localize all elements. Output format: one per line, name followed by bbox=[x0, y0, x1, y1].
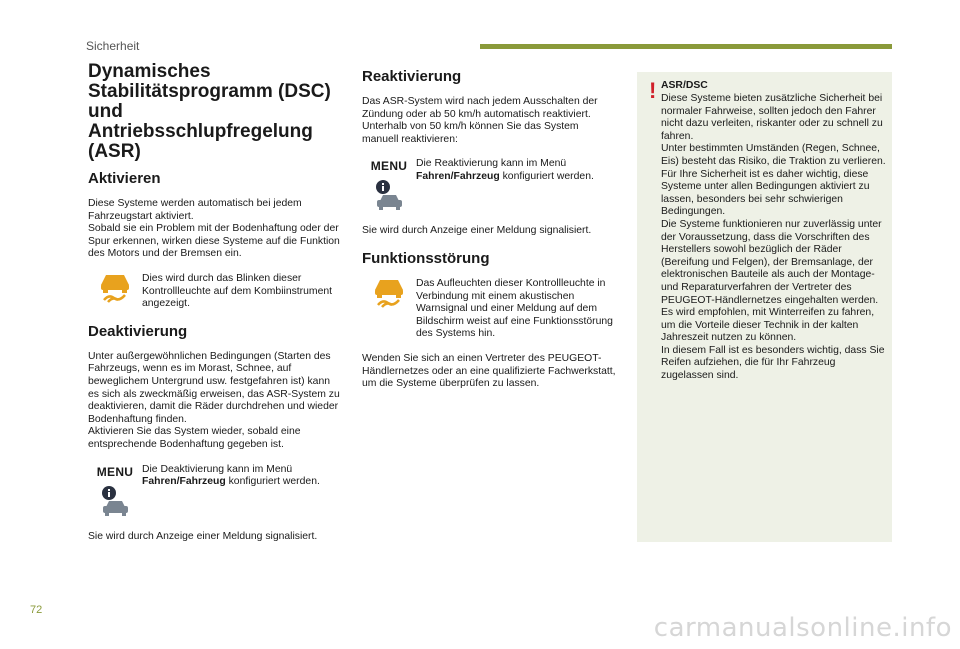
heading-fault: Funktionsstörung bbox=[362, 249, 490, 267]
deactivate-message-text: Sie wird durch Anzeige einer Meldung signalisiert. bbox=[88, 530, 318, 542]
warning-exclamation-icon: ! bbox=[649, 78, 657, 103]
info-car-icon bbox=[374, 179, 404, 213]
column-middle bbox=[362, 68, 617, 403]
deactivate-text: Unter außergewöhnlichen Bedingungen (Starten des Fahrzeugs, wenn es im Morast, Schnee, auf beweglichem Untergrund usw. festgefahren ist) kann es sich als zweckmäßig erweisen, das ASR-System zu deaktivieren, damit die Räder durchdrehen und wieder Bodenhaftung finden. Aktivieren Sie das System wieder, sobald eine entsprechende Bodenhaftung gegeben ist. bbox=[88, 350, 340, 450]
header-rule bbox=[480, 44, 892, 49]
activate-text: Diese Systeme werden automatisch bei jedem Fahrzeugstart aktiviert. Sobald sie ein Problem mit der Bodenhaftung oder der Spur erkennen, wirken diese Systeme auf die Funktion des Motors und der Bremsen ein. bbox=[88, 198, 340, 260]
fault-info-row bbox=[362, 278, 617, 341]
skid-warning-lamp-icon bbox=[372, 278, 406, 308]
page-number: 72 bbox=[30, 604, 43, 616]
fault-icon-text: Das Aufleuchten dieser Kontrollleuchte in Verbindung mit einem akustischen Warnsignal und einer Meldung auf dem Bildschirm weist auf eine Funktionsstörung des Systems hin. bbox=[416, 277, 613, 340]
warning-box bbox=[637, 72, 892, 542]
menu-label: MENU bbox=[370, 159, 408, 174]
reactivate-text: Das ASR-System wird nach jedem Ausschalten der Zündung oder ab 50 km/h automatisch reaktiviert. Unterhalb von 50 km/h können Sie das System manuell reaktivieren: bbox=[362, 96, 598, 145]
fault-text: Wenden Sie sich an einen Vertreter des PEUGEOT-Händlernetzes oder an eine qualifizierte Fachwerkstatt, um die Systeme überprüfen zu lassen. bbox=[362, 352, 616, 390]
menu-label: MENU bbox=[96, 464, 134, 479]
watermark: carmanualsonline.info bbox=[653, 613, 952, 643]
info-car-icon bbox=[100, 485, 130, 519]
menu-path: Fahren/Fahrzeug bbox=[416, 170, 500, 182]
blink-text: Dies wird durch das Blinken dieser Kontrollleuchte auf dem Kombiinstrument angezeigt. bbox=[142, 272, 333, 310]
blink-info-row bbox=[88, 273, 343, 311]
deactivate-menu-row bbox=[88, 464, 343, 519]
skid-warning-lamp-icon bbox=[98, 273, 132, 303]
menu-path: Fahren/Fahrzeug bbox=[142, 476, 226, 488]
reactivate-menu-row bbox=[362, 158, 617, 213]
deactivate-menu-text: Die Deaktivierung kann im Menü Fahren/Fahrzeug konfiguriert werden. bbox=[142, 463, 320, 488]
section-label: Sicherheit bbox=[86, 39, 140, 53]
reactivate-menu-text: Die Reaktivierung kann im Menü Fahren/Fahrzeug konfiguriert werden. bbox=[416, 158, 594, 182]
heading-reactivate: Reaktivierung bbox=[362, 68, 462, 85]
reactivate-message-text: Sie wird durch Anzeige einer Meldung signalisiert. bbox=[362, 225, 592, 237]
heading-deactivate: Deaktivierung bbox=[88, 322, 188, 340]
warning-text: Diese Systeme bieten zusätzliche Sicherheit bei normaler Fahrweise, sollten jedoch den Fahrer nicht dazu verleiten, riskanter oder zu schnell zu fahren. Unter bestimmten Umständen (Regen, Schnee, Eis) besteht das Risiko, die Traktion zu verlieren. Für Ihre Sicherheit ist es daher wichtig, diese Systeme unter allen Bedingungen aktiviert zu lassen, besonders bei sehr schwierigen Bedingungen. Die Systeme funktionieren nur zuverlässig unter der Voraussetzung, dass die Vorschriften des Herstellers sowohl bezüglich der Räder (Bereifung und Felgen), der Bremsanlage, der elektronischen Bauteile als auch der Montage- und Reparaturverfahren der Vertreter des PEUGEOT-Händlernetzes eingehalten werden. Es wird empfohlen, mit Winterreifen zu fahren, um die Vorteile dieser Technik in der kalten Jahreszeit nutzen zu können. In diesem Fall ist es besonders wichtig, dass Sie Reifen aufziehen, die für Ihr Fahrzeug zugelassen sind. bbox=[661, 93, 886, 382]
warning-title: ASR/DSC bbox=[661, 80, 708, 91]
page-title: Dynamisches Stabilitätsprogramm (DSC) und Antriebsschlupfregelung (ASR) bbox=[88, 61, 331, 162]
heading-activate: Aktivieren bbox=[88, 170, 161, 187]
column-left bbox=[88, 62, 343, 555]
